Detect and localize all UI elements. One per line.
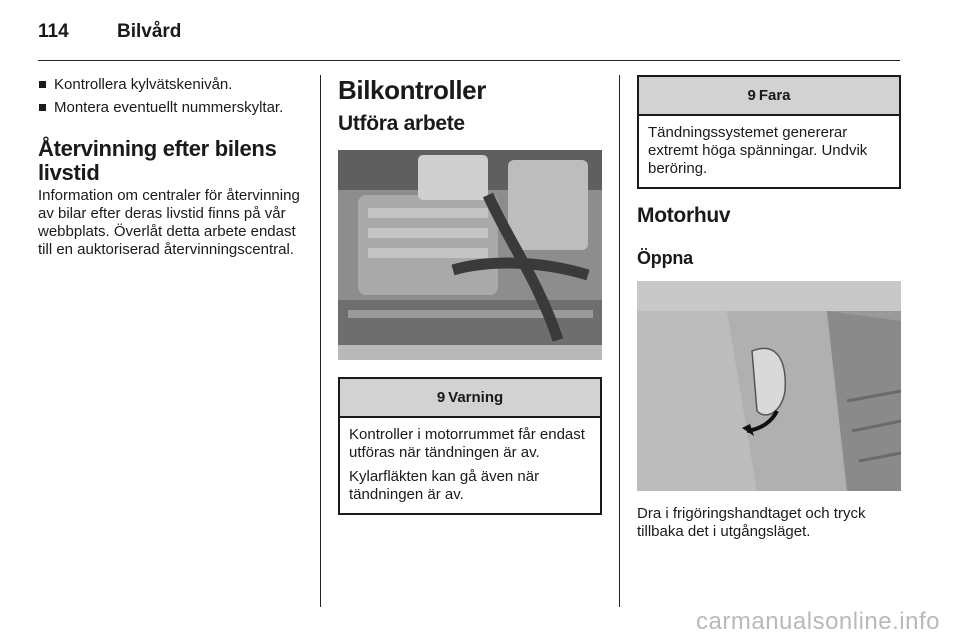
hood-caption: Dra i frigöringshandtaget och tryck tillbaka det i utgångsläget.	[637, 505, 866, 540]
bullet-list	[38, 75, 306, 117]
engine-bay-photo	[338, 150, 602, 360]
danger-title: Fara	[758, 87, 791, 104]
danger-box	[637, 75, 901, 189]
chapter-subtitle: Utföra arbete	[338, 112, 465, 135]
danger-text: Tändningssystemet genererar extremt höga spänningar. Undvik beröring.	[648, 124, 868, 177]
column-divider-right	[619, 75, 620, 607]
danger-header	[639, 77, 899, 116]
open-subheading: Öppna	[637, 248, 693, 268]
warning-box	[338, 377, 602, 515]
hood-release-photo	[637, 281, 901, 491]
danger-icon: 9	[747, 87, 756, 104]
recycling-heading: Återvinning efter bilens livstid	[38, 136, 277, 185]
warning-icon: 9	[436, 389, 446, 406]
warning-text: Kontroller i motorrummet får endast utföras när tändningen är av.	[349, 426, 585, 461]
bullet-item: Montera eventuellt nummerskyltar.	[38, 98, 306, 117]
section-title: Bilvård	[117, 21, 182, 42]
hood-heading: Motorhuv	[637, 204, 731, 227]
warning-title: Varning	[448, 389, 504, 406]
right-column	[637, 75, 901, 541]
warning-header	[340, 379, 600, 418]
page-number: 114	[38, 21, 69, 42]
bullet-item: Kontrollera kylvätskenivån.	[38, 75, 306, 94]
warning-text: Kylarfläkten kan gå även när tändningen är av.	[349, 468, 540, 503]
warning-body	[340, 418, 600, 513]
middle-column	[338, 75, 602, 515]
column-divider-left	[320, 75, 321, 607]
page-header	[38, 18, 900, 61]
recycling-paragraph: Information om centraler för återvinning av bilar efter deras livstid finns på vår webbplats. Överlåt detta arbete endast till en auktoriserad återvinningscentral.	[38, 187, 300, 258]
chapter-title: Bilkontroller	[338, 75, 486, 105]
watermark: carmanualsonline.info	[696, 608, 940, 635]
danger-body	[639, 116, 899, 187]
left-column	[38, 75, 306, 259]
